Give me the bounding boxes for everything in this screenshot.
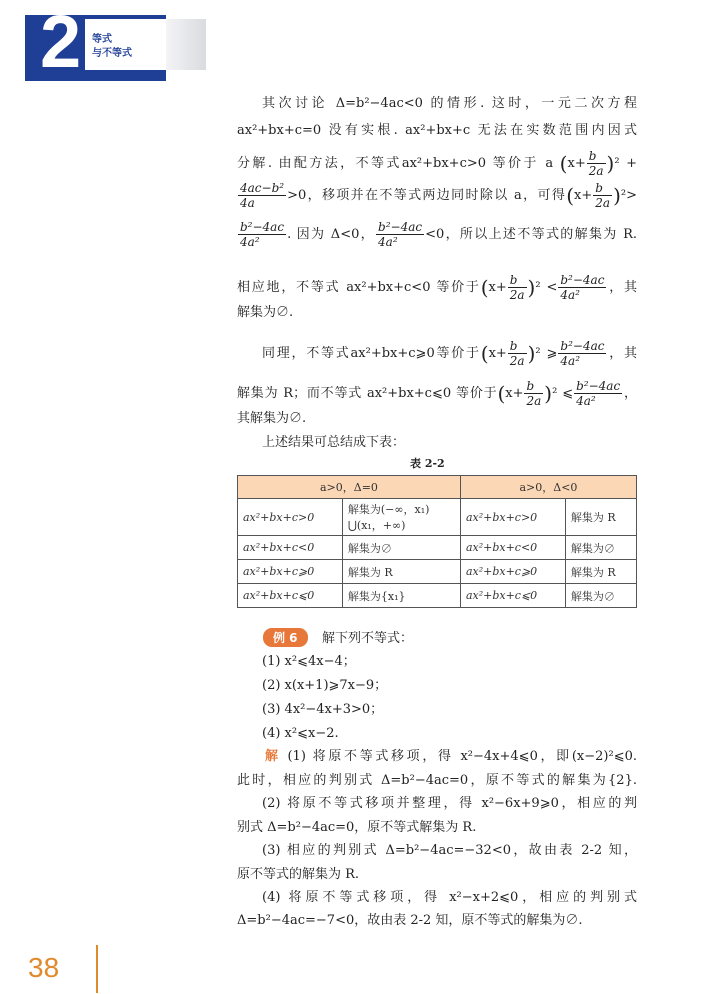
table-cell: 解集为∅ (565, 584, 636, 608)
text-segment: 上述结果可总结成下表： (262, 435, 406, 450)
table-header: a>0，Δ=0 (238, 476, 461, 499)
denominator: 4a² (560, 288, 580, 302)
text-segment: ) (527, 275, 536, 300)
page-number-divider (96, 945, 98, 993)
table-cell: ax²+bx+c⩽0 (460, 584, 565, 608)
numerator: b²−4ac (576, 379, 621, 393)
solution-line (237, 817, 637, 839)
table-cell: ax²+bx+c>0 (238, 499, 343, 536)
numerator: b (593, 181, 612, 196)
table-cell: 解集为∅ (565, 536, 636, 560)
text-segment: ( (559, 151, 568, 176)
chapter-title-line1: 等式 (92, 34, 112, 45)
table-cell: 解集为 R (342, 560, 460, 584)
text-segment: ，其 (607, 280, 637, 295)
numerator: 4ac−b² (240, 181, 285, 195)
text-segment: ² < (535, 280, 558, 295)
text-segment: ) (613, 183, 621, 208)
example-item: (2) x(x+1)⩾7x−9； (262, 678, 388, 693)
numerator: b²−4ac (560, 273, 605, 287)
table-cell: ax²+bx+c⩾0 (460, 560, 565, 584)
table-cell: ax²+bx+c<0 (460, 536, 565, 560)
text-segment: 相应地，不等式 ax²+bx+c<0 等价于 (237, 280, 481, 295)
text-segment: ，其 (607, 346, 637, 361)
text-segment: x+ (505, 386, 524, 401)
text-segment: . 因为 Δ<0， (287, 227, 376, 242)
solution-line (262, 840, 637, 862)
numerator: b (508, 273, 527, 288)
text-segment: x+ (574, 188, 593, 203)
text-segment: x+ (567, 156, 586, 171)
table-cell: 解集为 R (565, 560, 636, 584)
text-segment: ( (497, 381, 506, 406)
text-line (262, 93, 637, 115)
table-cell: 解集为{x₁} (342, 584, 460, 608)
fraction (558, 273, 606, 302)
text-segment: ， (623, 386, 637, 401)
text-segment: ) (527, 341, 536, 366)
fraction (238, 181, 286, 210)
text-segment: ² + (614, 156, 637, 171)
numerator: b (508, 339, 527, 354)
solution-line (237, 770, 637, 792)
solution-text: (2) 将原不等式移项并整理，得 x²−6x+9⩾0，相应的判 (262, 796, 637, 811)
table-cell: ax²+bx+c<0 (238, 536, 343, 560)
numerator: b (587, 149, 606, 164)
fraction (587, 149, 606, 178)
solution-text: 别式 Δ=b²−4ac=0，原不等式解集为 R. (237, 820, 477, 835)
text-segment: ( (480, 275, 489, 300)
fraction (238, 220, 286, 249)
denominator: 2a (509, 354, 525, 368)
example-badge: 例 6 (263, 628, 308, 647)
example-item: (1) x²⩽4x−4； (262, 654, 356, 669)
text-line (237, 302, 637, 324)
solution-text: Δ=b²−4ac=−7<0，故由表 2-2 知，原不等式的解集为∅. (237, 913, 583, 928)
fraction (593, 181, 612, 210)
text-line (262, 432, 637, 454)
table-row (238, 560, 637, 584)
text-line (237, 181, 637, 210)
text-segment: x+ (488, 280, 507, 295)
chapter-number: 2 (40, 0, 82, 83)
text-line (262, 339, 637, 368)
text-segment: <0，所以上述不等式的解集为 R. (425, 227, 638, 242)
fraction (524, 379, 543, 408)
solution-text: 原不等式的解集为 R. (237, 867, 360, 882)
fraction (558, 339, 606, 368)
page-number: 38 (28, 952, 60, 983)
text-segment: ax²+bx+c=0 没有实根. ax²+bx+c 无法在实数范围内因式 (237, 123, 637, 138)
denominator: 4a² (240, 235, 260, 249)
table-cell: ax²+bx+c⩽0 (238, 584, 343, 608)
text-segment: ² ⩽ (552, 386, 574, 401)
text-line (237, 408, 637, 430)
denominator: 4a² (378, 235, 398, 249)
solution-line (265, 746, 637, 768)
solution-text: 此时，相应的判别式 Δ=b²−4ac=0，原不等式的解集为{2}. (237, 773, 637, 788)
text-segment: ( (480, 341, 489, 366)
denominator: 2a (526, 394, 542, 408)
text-segment: 其解集为∅. (237, 411, 307, 426)
solution-line (262, 793, 637, 815)
denominator: 2a (588, 164, 604, 178)
denominator: 2a (509, 288, 525, 302)
table-cell: 解集为(−∞，x₁) ⋃(x₁，+∞) (342, 499, 460, 536)
example-prompt: 解下列不等式： (322, 631, 414, 646)
text-segment: ) (606, 151, 615, 176)
text-segment: 其次讨论 Δ=b²−4ac<0 的情形. 这时，一元二次方程 (262, 96, 637, 111)
text-line (237, 220, 638, 249)
text-segment: ( (566, 183, 575, 208)
text-line (237, 273, 637, 302)
table-row (238, 584, 637, 608)
table-cell: ax²+bx+c>0 (460, 499, 565, 536)
table-cell: ax²+bx+c⩾0 (238, 560, 343, 584)
numerator: b²−4ac (240, 220, 285, 234)
header-decoration (166, 19, 206, 70)
table-cell: 解集为 R (565, 499, 636, 536)
text-segment: 同理，不等式ax²+bx+c⩾0等价于 (262, 346, 481, 361)
solution-text: (3) 相应的判别式 Δ=b²−4ac=−32<0，故由表 2-2 知， (262, 843, 637, 858)
text-segment: x+ (488, 346, 507, 361)
denominator: 4a² (560, 354, 581, 368)
table-caption: 表 2-2 (410, 457, 445, 470)
text-segment: 分解. 由配方法，不等式ax²+bx+c>0 等价于 a (237, 156, 560, 171)
table-header: a>0，Δ<0 (460, 476, 636, 499)
denominator: 4a (240, 196, 255, 210)
fraction (574, 379, 622, 408)
solution-line (237, 864, 637, 886)
solution-line (262, 887, 637, 909)
denominator: 2a (595, 196, 611, 210)
text-segment: >0，移项并在不等式两边同时除以 a，可得 (287, 188, 567, 203)
text-segment: ²> (620, 188, 637, 203)
solution-text: (4) 将原不等式移项，得 x²−x+2⩽0，相应的判别式 (262, 890, 637, 905)
table-row (238, 536, 637, 560)
text-segment: ) (544, 381, 553, 406)
solution-label: 解 (265, 749, 281, 764)
text-segment: 解集为 R；而不等式 ax²+bx+c⩽0 等价于 (237, 386, 498, 401)
fraction (508, 339, 527, 368)
text-segment: 解集为∅. (237, 305, 294, 320)
solution-line (237, 910, 637, 932)
numerator: b²−4ac (378, 220, 423, 234)
fraction (508, 273, 527, 302)
table-row (238, 499, 637, 536)
text-line (237, 120, 637, 142)
fraction (376, 220, 424, 249)
example-item: (3) 4x²−4x+3>0； (262, 702, 384, 717)
chapter-title-line2: 与不等式 (92, 48, 132, 59)
numerator: b²−4ac (560, 339, 605, 353)
text-line (237, 379, 637, 408)
numerator: b (524, 379, 543, 394)
example-item: (4) x²⩽x−2. (262, 726, 339, 741)
summary-table (237, 475, 637, 608)
solution-text: (1) 将原不等式移项，得 x²−4x+4⩽0，即(x−2)²⩽0. (287, 749, 637, 764)
text-segment: ² ⩾ (535, 346, 558, 361)
text-line (237, 149, 637, 178)
denominator: 4a² (576, 394, 596, 408)
table-cell: 解集为∅ (342, 536, 460, 560)
